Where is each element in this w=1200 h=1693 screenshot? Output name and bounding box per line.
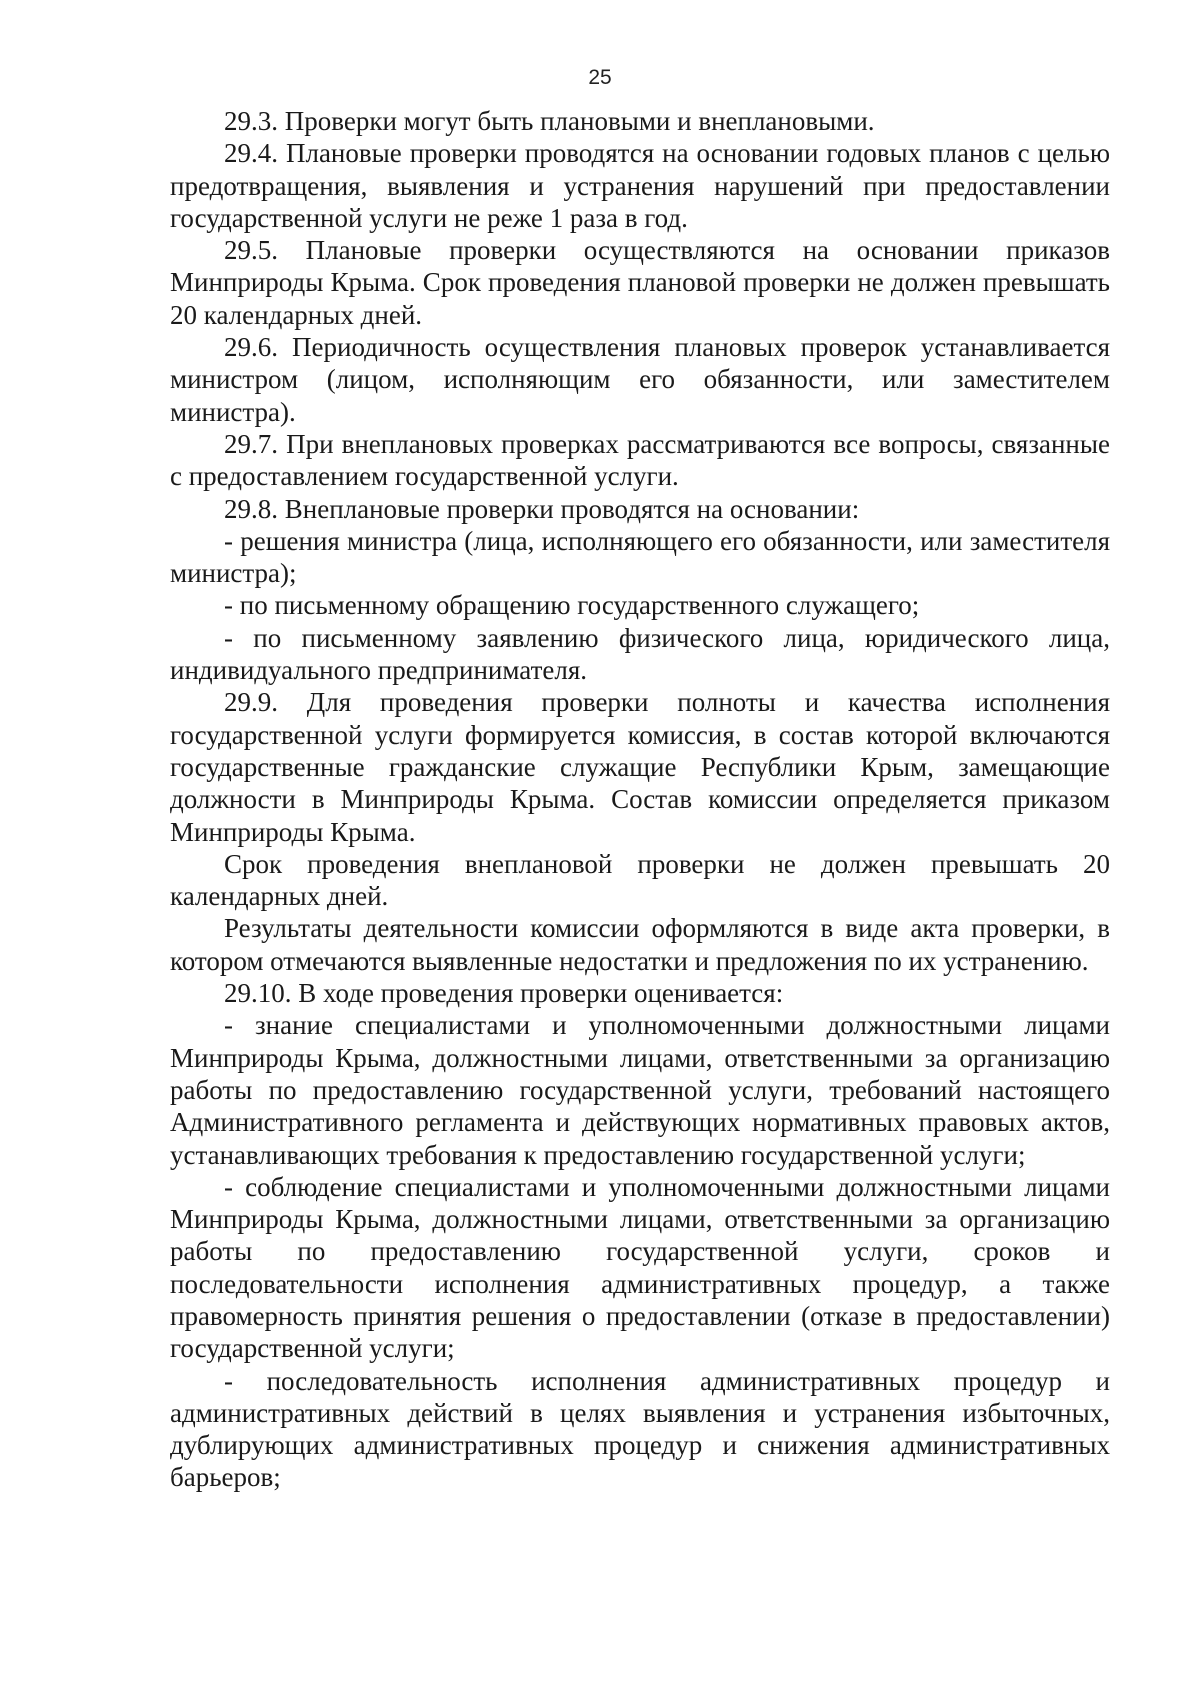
page-number: 25	[588, 66, 612, 89]
paragraph-29-9: 29.9. Для проведения проверки полноты и качества исполнения государственной услуги формируется комиссия, в состав которой включаются государственные гражданские служащие Республики Крым, замещающие должности в Минприроды Крыма. Состав комиссии определяется приказом Минприроды Крыма.	[170, 687, 1110, 847]
list-item-written-statement: - по письменному заявлению физического лица, юридического лица, индивидуального предпринимателя.	[170, 622, 1110, 686]
paragraph-29-4: 29.4. Плановые проверки проводятся на основании годовых планов с целью предотвращения, выявления и устранения нарушений при предоставлении государственной услуги не реже 1 раза в год.	[170, 138, 1110, 233]
paragraph-commission-results: Результаты деятельности комиссии оформляются в виде акта проверки, в котором отмечаются выявленные недостатки и предложения по их устранению.	[170, 913, 1110, 976]
paragraph-29-7: 29.7. При внеплановых проверках рассматриваются все вопросы, связанные с предоставлением государственной услуги.	[170, 428, 1110, 492]
list-item-sequence: - последовательность исполнения административных процедур и административных действий в целях выявления и устранения избыточных, дублирующих административных процедур и снижения административных барьеров;	[170, 1365, 1110, 1493]
list-item-civil-servant-appeal: - по письменному обращению государственного служащего;	[224, 590, 920, 621]
paragraph-29-6: 29.6. Периодичность осуществления плановых проверок устанавливается министром (лицом, исполняющим его обязанности, или заместителем министра).	[170, 332, 1110, 427]
list-item-knowledge: - знание специалистами и уполномоченными должностными лицами Минприроды Крыма, должностными лицами, ответственными за организацию работы по предоставлению государственной услуги, требований настоящего Административного регламента и действующих нормативных правовых актов, устанавливающих требования к предоставлению государственной услуги;	[170, 1010, 1110, 1170]
paragraph-inspection-term: Срок проведения внеплановой проверки не должен превышать 20 календарных дней.	[170, 848, 1110, 912]
list-item-minister-decision: - решения министра (лица, исполняющего его обязанности, или заместителя министра);	[170, 525, 1110, 589]
document-body	[170, 105, 1110, 1494]
list-item-compliance: - соблюдение специалистами и уполномоченными должностными лицами Минприроды Крыма, должностными лицами, ответственными за организацию работы по предоставлению государственной услуги, сроков и последовательности исполнения административных процедур, а также правомерность принятия решения о предоставлении (отказе в предоставлении) государственной услуги;	[170, 1171, 1110, 1364]
paragraph-29-3: 29.3. Проверки могут быть плановыми и внеплановыми.	[224, 106, 875, 136]
paragraph-29-10: 29.10. В ходе проведения проверки оценивается:	[224, 978, 784, 1009]
paragraph-29-5: 29.5. Плановые проверки осуществляются на основании приказов Минприроды Крыма. Срок проведения плановой проверки не должен превышать 20 календарных дней.	[170, 235, 1110, 330]
paragraph-29-8: 29.8. Внеплановые проверки проводятся на основании:	[224, 493, 860, 524]
